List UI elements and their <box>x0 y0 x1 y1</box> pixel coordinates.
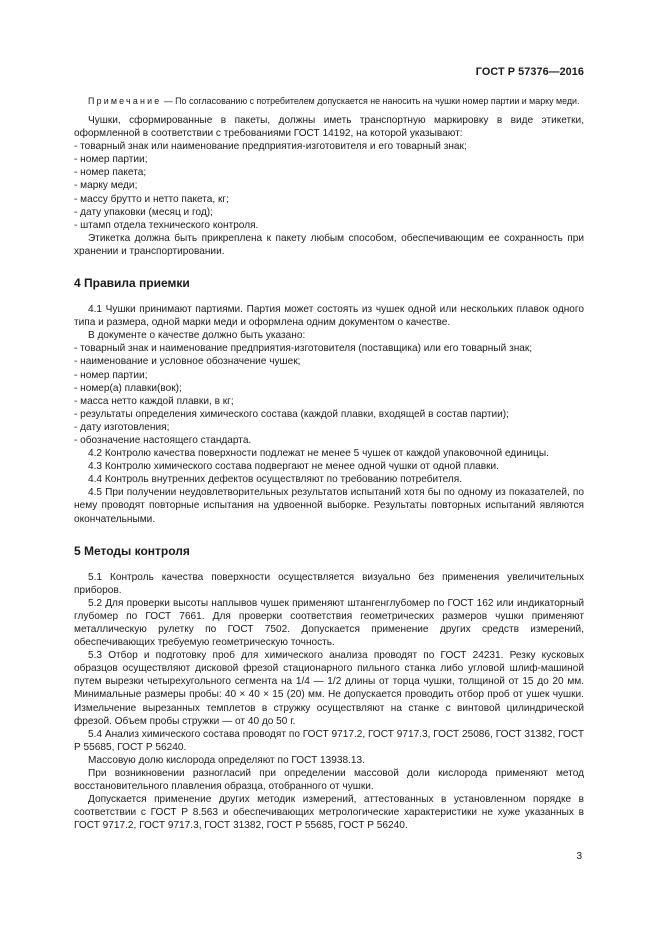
intro-item-4: - марку меди; <box>74 180 138 192</box>
intro-paragraph-2: Этикетка должна быть прикреплена к пакету любым способом, обеспечивающим ее сохранность при хранении и транспортировании. <box>74 232 584 257</box>
clause-5-oxygen: Массовую долю кислорода определяют по ГОСТ 13938.13. <box>88 754 365 766</box>
note-lead: Примечание <box>88 96 162 106</box>
section-5-heading: 5 Методы контроля <box>74 543 190 558</box>
clause-5-disagreement: При возникновении разногласий при определении массовой доли кислорода применяют метод восстановительного плавления образца, отобранного от чушки. <box>74 768 584 793</box>
intro-item-7: - штамп отдела технического контроля. <box>74 219 259 231</box>
doc-item-7: - дату изготовления; <box>74 421 170 433</box>
intro-item-2: - номер партии; <box>74 154 148 166</box>
section-4-heading: 4 Правила приемки <box>74 276 190 291</box>
intro-item-3: - номер пакета; <box>74 167 147 179</box>
clause-4-5: 4.5 При получении неудовлетворительных результатов испытаний хотя бы по одному из показателей, по нему проводят повторные испытания на удвоенной выборке. Результаты повторных испытаний являются окончательными. <box>74 487 584 525</box>
doc-item-3: - номер партии; <box>74 369 148 381</box>
intro-item-6: - дату упаковки (месяц и год); <box>74 206 213 218</box>
page-content <box>74 95 584 833</box>
clause-5-3: 5.3 Отбор и подготовку проб для химического анализа проводят по ГОСТ 24231. Резку кусковых образцов осуществляют дисковой фрезой стационарного пильного станка либо угловой шлиф-машиной путем вырезки четырехугольного сегмента на 1/4 — 1/2 длины от торца чушки, толщиной от 15 до 20 мм. Минимальные размеры пробы: 40 × 40 × 15 (20) мм. Не допускается проводить отбор проб от ушек чушки. Измельчение вырезанных темплетов в стружку осуществляют на станке с винтовой цилиндрической фрезой. Объем пробы стружки — от 40 до 50 г. <box>74 650 584 727</box>
doc-item-2: - наименование и условное обозначение чушек; <box>74 356 301 368</box>
clause-4-1-doc: В документе о качестве должно быть указано: <box>88 330 306 342</box>
clause-5-2: 5.2 Для проверки высоты наплывов чушек применяют штангенглубомер по ГОСТ 162 или индикаторный глубомер по ГОСТ 7661. Для проверки соответствия геометрических размеров чушки применяют металлическую рулетку по ГОСТ 7502. Допускается применение других средств измерений, обеспечивающих требуемую геометрическую точность. <box>74 597 584 649</box>
doc-item-8: - обозначение настоящего стандарта. <box>74 434 252 446</box>
clause-4-1: 4.1 Чушки принимают партиями. Партия может состоять из чушек одной или нескольких плавок одного типа и размера, одной марки меди и оформлена одним документом о качестве. <box>74 304 584 329</box>
clause-4-3: 4.3 Контролю химического состава подвергают не менее одной чушки от одной плавки. <box>88 461 499 473</box>
clause-5-1: 5.1 Контроль качества поверхности осуществляется визуально без применения увеличительных приборов. <box>74 571 584 596</box>
document-header: ГОСТ Р 57376—2016 <box>475 66 584 78</box>
clause-5-other-methods: Допускается применение других методик измерений, аттестованных в установленном порядке в соответствии с ГОСТ Р 8.563 и обеспечивающих метрологические характеристики не хуже указанных в ГОСТ 9717.2, ГОСТ 9717.3, ГОСТ 31382, ГОСТ Р 55685, ГОСТ Р 56240. <box>74 794 584 832</box>
doc-item-4: - номер(а) плавки(вок); <box>74 382 182 394</box>
note <box>74 95 584 108</box>
clause-4-2: 4.2 Контролю качества поверхности подлежат не менее 5 чушек от каждой упаковочной единицы. <box>88 448 549 460</box>
intro-paragraph-1: Чушки, сформированные в пакеты, должны иметь транспортную маркировку в виде этикетки, оформленной в соответствии с требованиями ГОСТ 14192, на которой указывают: <box>74 115 584 140</box>
intro-item-5: - массу брутто и нетто пакета, кг; <box>74 193 229 205</box>
doc-item-6: - результаты определения химического состава (каждой плавки, входящей в состав партии); <box>74 408 509 420</box>
clause-4-4: 4.4 Контроль внутренних дефектов осуществляют по требованию потребителя. <box>88 474 463 486</box>
clause-5-4: 5.4 Анализ химического состава проводят по ГОСТ 9717.2, ГОСТ 9717.3, ГОСТ 25086, ГОСТ 31382, ГОСТ Р 55685, ГОСТ Р 56240. <box>74 728 584 753</box>
page-number: 3 <box>576 851 582 862</box>
note-text: — По согласованию с потребителем допускается не наносить на чушки номер партии и марку меди. <box>161 96 580 106</box>
doc-item-5: - масса нетто каждой плавки, в кг; <box>74 395 234 407</box>
doc-item-1: - товарный знак и наименование предприятия-изготовителя (поставщика) или его товарный знак; <box>74 343 533 355</box>
intro-item-1: - товарный знак или наименование предприятия-изготовителя и его товарный знак; <box>74 141 467 153</box>
